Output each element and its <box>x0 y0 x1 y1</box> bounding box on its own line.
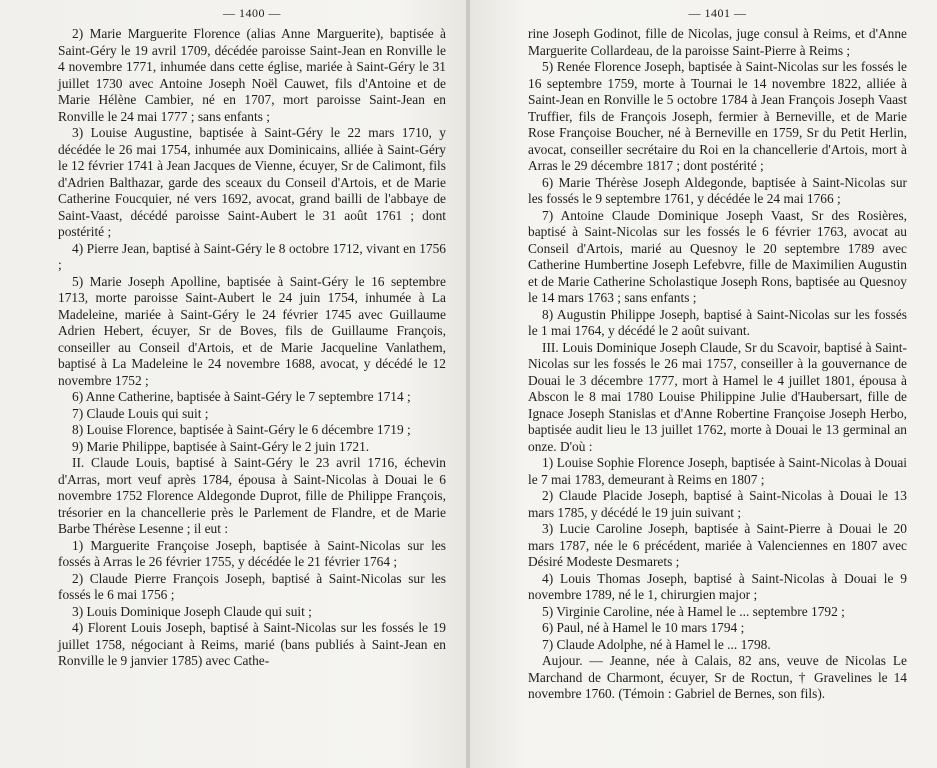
paragraph: 5) Marie Joseph Apolline, baptisée à Saint-Géry le 16 septembre 1713, morte paroisse Saint-Aubert le 24 juin 1754, inhumée à La Madeleine, mariée à Saint-Géry le 24 février 1745 avec Guillaume Adrien Hebert, écuyer, Sr de Boves, fils de Guillaume François, conseiller au Conseil d'Artois, et de Marie Jacqueline Vanlathem, baptisé à La Madeleine le 24 novembre 1688, avocat, y décédé le 12 novembre 1752 ; <box>58 273 446 388</box>
right-page <box>470 0 937 768</box>
left-page <box>0 0 468 768</box>
paragraph: rine Joseph Godinot, fille de Nicolas, juge consul à Reims, et d'Anne Marguerite Collardeau, de la paroisse Saint-Pierre à Reims ; <box>528 26 907 58</box>
paragraph: II. Claude Louis, baptisé à Saint-Géry le 23 avril 1716, échevin d'Arras, mort veuf après 1784, épousa à Saint-Nicolas à Douai le 6 novembre 1752 Florence Aldegonde Duprot, fille de Philippe François, trésorier en la chancellerie près le Parlement de Flandre, et de Marie Barbe Thérèse Lesenne ; il eut : <box>58 455 446 536</box>
paragraph: 9) Marie Philippe, baptisée à Saint-Géry le 2 juin 1721. <box>72 438 370 454</box>
paragraph: 7) Claude Adolphe, né à Hamel le ... 1798. <box>542 636 771 652</box>
paragraph: Aujour. — Jeanne, née à Calais, 82 ans, veuve de Nicolas Le Marchand de Charmont, écuyer, Sr de Roctun, † Gravelines le 14 novembre 1760. (Témoin : Gabriel de Bernes, son fils). <box>528 653 907 701</box>
paragraph: 6) Anne Catherine, baptisée à Saint-Géry le 7 septembre 1714 ; <box>72 389 411 404</box>
paragraph: 8) Augustin Philippe Joseph, baptisé à Saint-Nicolas sur les fossés le 1 mai 1764, y décédé le 2 août suivant. <box>528 306 907 338</box>
left-page-text <box>58 26 446 670</box>
paragraph: 3) Louise Augustine, baptisée à Saint-Géry le 22 mars 1710, y décédée le 26 mai 1754, inhumée aux Dominicains, alliée à Saint-Géry le 12 février 1741 à Jean Jacques de Vienne, écuyer, Sr de Calimont, fils d'Adrien Balthazar, garde des sceaux du Conseil d'Artois, et de Marie Catherine Foucquier, né vers 1692, avocat, grand bailli de l'abbaye de Saint-Vaast, décédé paroisse Saint-Aubert le 31 août 1761 ; dont postérité ; <box>58 125 446 239</box>
paragraph: 4) Florent Louis Joseph, baptisé à Saint-Nicolas sur les fossés le 19 juillet 1758, négociant à Reims, marié (bans publiés à Saint-Jean en Ronville le 9 janvier 1785) avec Cathe- <box>58 620 446 668</box>
paragraph: 7) Antoine Claude Dominique Joseph Vaast, Sr des Rosières, baptisé à Saint-Nicolas sur les fossés le 6 février 1763, avocat au Conseil d'Artois, marié au Quesnoy le 20 septembre 1789 avec Catherine Humbertine Joseph Lefebvre, fille de Maximilien Augustin et de Marie Catherine Scholastique Joseph Rons, baptisée au Quesnoy le 14 mars 1763 ; sans enfants ; <box>528 207 907 305</box>
page-number-left: — 1400 — <box>223 6 281 20</box>
paragraph: 6) Paul, né à Hamel le 10 mars 1794 ; <box>542 620 745 635</box>
paragraph: 4) Pierre Jean, baptisé à Saint-Géry le 8 octobre 1712, vivant en 1756 ; <box>58 240 446 272</box>
paragraph: 5) Virginie Caroline, née à Hamel le ... septembre 1792 ; <box>542 603 845 619</box>
paragraph: 1) Louise Sophie Florence Joseph, baptisée à Saint-Nicolas à Douai le 7 mai 1783, demeurant à Reims en 1807 ; <box>528 455 907 487</box>
right-page-text <box>528 26 907 703</box>
page-number-right: — 1401 — <box>688 6 747 20</box>
paragraph: 4) Louis Thomas Joseph, baptisé à Saint-Nicolas à Douai le 9 novembre 1789, né le 1, chirurgien major ; <box>528 570 907 602</box>
paragraph: 2) Claude Pierre François Joseph, baptisé à Saint-Nicolas sur les fossés le 6 mai 1756 ; <box>58 570 446 602</box>
paragraph: 6) Marie Thérèse Joseph Aldegonde, baptisée à Saint-Nicolas sur les fossés le 9 septembre 1761, y décédée le 24 mai 1766 ; <box>528 174 907 206</box>
paragraph: 3) Louis Dominique Joseph Claude qui suit ; <box>72 603 312 619</box>
paragraph: 5) Renée Florence Joseph, baptisée à Saint-Nicolas sur les fossés le 16 septembre 1759, morte à Tournai le 14 novembre 1822, alliée à Saint-Jean en Ronville le 5 octobre 1784 à Jean François Joseph Vaast Truffier, fils de François Joseph, fermier à Berneville, et de Marie Rose Françoise Boucher, né à Berneville en 1759, Sr du Petit Herlin, avocat, conseiller secrétaire du Roi en la chancellerie d'Artois, mort à Arras le 29 décembre 1817 ; dont postérité ; <box>528 59 907 173</box>
paragraph: 2) Marie Marguerite Florence (alias Anne Marguerite), baptisée à Saint-Géry le 19 avril 1709, décédée paroisse Saint-Jean en Ronville le 4 novembre 1771, inhumée dans cette église, mariée à Saint-Géry le 31 juillet 1730 avec Antoine Joseph Noël Cauwet, fils d'Antoine et de Marie Hélène Cambier, né en 1707, mort paroisse Saint-Jean en Ronville le 24 mai 1777 ; sans enfants ; <box>58 26 446 124</box>
paragraph: 7) Claude Louis qui suit ; <box>72 405 209 421</box>
paragraph: 1) Marguerite Françoise Joseph, baptisée à Saint-Nicolas sur les fossés à Arras le 26 février 1755, y décédée le 21 février 1764 ; <box>58 537 446 569</box>
paragraph: III. Louis Dominique Joseph Claude, Sr du Scavoir, baptisé à Saint-Nicolas sur les fossés le 26 mai 1757, conseiller à la gouvernance de Douai le 3 décembre 1777, mort à Hamel le 4 juillet 1801, épousa à Abscon le 8 mai 1780 Louise Philippine Julie d'Haubersart, fille de Ignace Joseph Stanislas et d'Anne Robertine Françoise Joseph Herbo, baptisée audit lieu le 13 juillet 1762, morte à Douai le 13 germinal an onze. D'où : <box>528 339 907 454</box>
paragraph: 3) Lucie Caroline Joseph, baptisée à Saint-Pierre à Douai le 20 mars 1787, née le 6 précédent, mariée à Valenciennes en 1807 avec Désiré Modeste Desmarets ; <box>528 521 907 569</box>
paragraph: 2) Claude Placide Joseph, baptisé à Saint-Nicolas à Douai le 13 mars 1785, y décédé le 19 juin suivant ; <box>528 488 907 520</box>
paragraph: 8) Louise Florence, baptisée à Saint-Géry le 6 décembre 1719 ; <box>72 422 411 437</box>
